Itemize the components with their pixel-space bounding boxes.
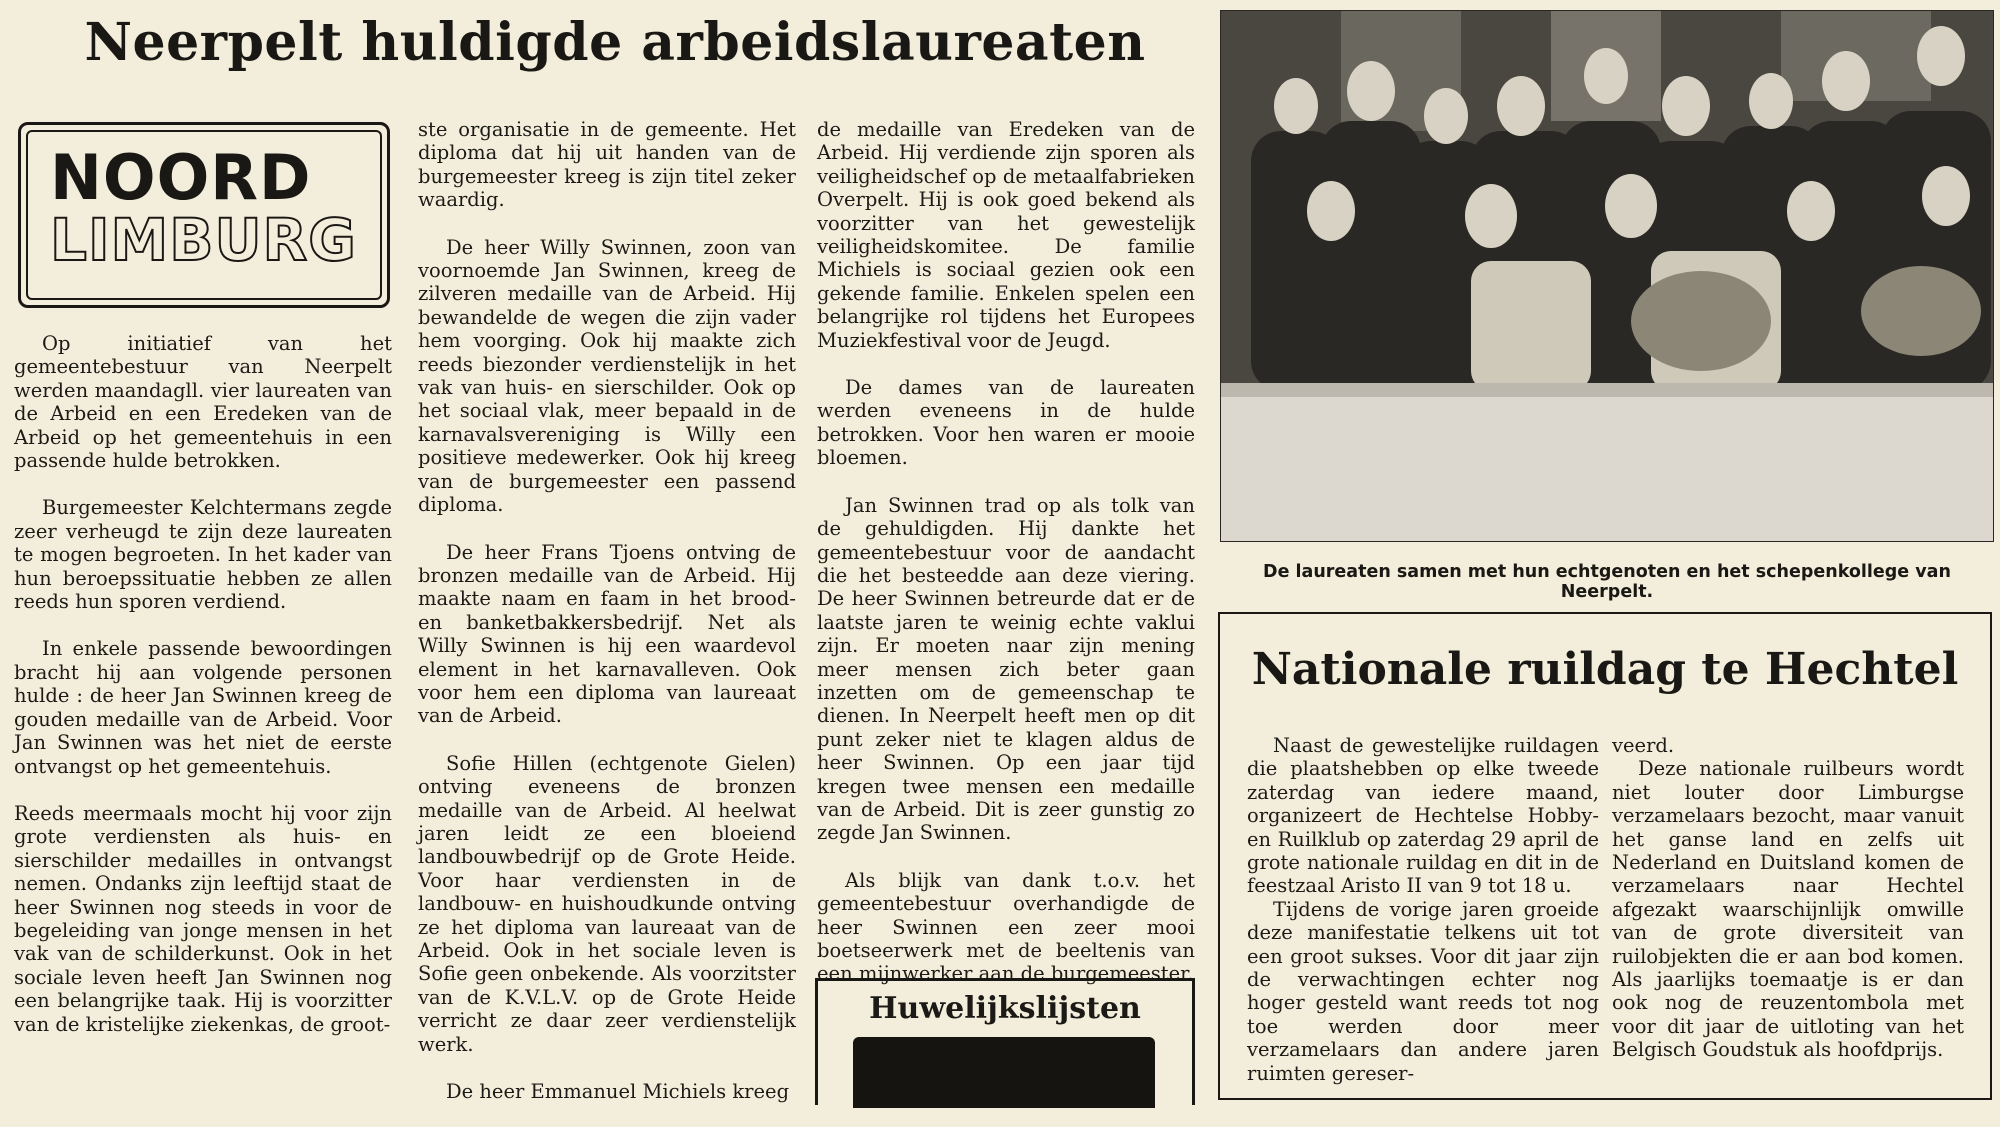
advertisement-title: Huwelijkslijsten [869,991,1141,1026]
paragraph: Op initiatief van het gemeentebestuur van Neerpelt werden maandagll. vier laureaten van de Arbeid en een Eredeken van de Arbeid op het gemeentehuis in een passende hulde betrokken. [14,332,392,473]
group-photo [1220,10,1994,542]
article-column-2 [418,118,796,1127]
paragraph: ste organisatie in de gemeente. Het diploma dat hij uit handen van de burgemeester kreeg is zijn titel zeker waardig. [418,118,796,212]
paragraph: De heer Willy Swinnen, zoon van voornoemde Jan Swinnen, kreeg de zilveren medaille van de Arbeid. Hij bewandelde de wegen die zijn vader hem voorging. Ook hij maakte zich reeds biezonder verdienstelijk in het vak van huis- en sierschilder. Ook op het sociaal vlak, meer bepaald in de karnavalsvereniging is Willy een positieve medewerker. Ook hij kreeg van de burgemeester een passend diploma. [418,235,796,517]
article-2-column-2 [1612,734,1964,1062]
logo-line-1: NOORD [50,141,312,214]
paragraph: Tijdens de vorige jaren groeide deze manifestatie telkens uit tot een groot sukses. Voor dit jaar zijn de verwachtingen echter nog hoger gesteld want reeds tot nog toe werden door meer verzamelaars dan andere jaren ruimten gereser- [1247,897,1599,1085]
advertisement-box [815,978,1195,1105]
paragraph: de medaille van Eredeken van de Arbeid. Hij verdiende zijn sporen als veiligheidschef op de metaalfabrieken Overpelt. Hij is ook goed bekend als voorzitter van het gewestelijk veiligheidskomitee. De familie Michiels is sociaal gezien ook een gekende familie. Enkelen spelen een belangrijke rol tijdens het Europees Muziekfestival voor de Jeugd. [817,118,1195,352]
paragraph: Jan Swinnen trad op als tolk van de gehuldigden. Hij dankte het gemeentebestuur voor de aandacht die het besteedde aan deze viering. De heer Swinnen betreurde dat er de laatste jaren te weinig echte vaklui zijn. Er moeten naar zijn mening meer mensen zich beter gaan inzetten om de gemeenschap te dienen. In Neerpelt heeft men op dit punt zeker niet te klagen aldus de heer Swinnen. Op een jaar tijd kregen twee mensen een medaille van de Arbeid. Dit is zeer gunstig zo zegde Jan Swinnen. [817,493,1195,845]
paragraph: In enkele passende bewoordingen bracht hij aan volgende personen hulde : de heer Jan Swinnen kreeg de gouden medaille van de Arbeid. Voor Jan Swinnen was het niet de eerste ontvangst op het gemeentehuis. [14,637,392,778]
paragraph: Sofie Hillen (echtgenote Gielen) ontving eveneens de bronzen medaille van de Arbeid. Al heelwat jaren leidt ze een bloeiend landbouwbedrijf op de Grote Heide. Voor haar verdiensten in de landbouw- en huishoudkunde ontving ze het diploma van laureaat van de Arbeid. Ook in het sociale leven is Sofie geen onbekende. Als voorzitster van de K.V.L.V. op de Grote Heide verricht ze daar zeer verdienstelijk werk. [418,751,796,1056]
noord-limburg-logo [18,122,390,308]
paragraph: Naast de gewestelijke ruildagen die plaatshebben op elke tweede zaterdag van iedere maand, organizeert de Hechtelse Hobby- en Ruilklub op zaterdag 29 april de grote nationale ruildag en dit in de feestzaal Aristo II van 9 tot 18 u. [1247,734,1599,898]
paragraph: Deze nationale ruilbeurs wordt niet louter door Limburgse verzamelaars bezocht, maar vanuit het ganse land en zelfs uit Nederland en Duitsland komen de verzamelaars naar Hechtel afgezakt waarschijnlijk omwille van de grote diversiteit van ruilobjekten die er aan bod komen. Als jaarlijks toemaatje is er dan ook nog de reuzentombola met voor dit jaar de uitloting van het Belgisch Goudstuk als hoofdprijs. [1612,757,1964,1062]
logo-line-2: LIMBURG [50,206,357,274]
article-2-headline: Nationale ruildag te Hechtel [1251,644,1959,695]
paragraph: De heer Emmanuel Michiels kreeg [446,1080,790,1104]
article-2-column-1 [1247,734,1599,1085]
paragraph: De heer Frans Tjoens ontving de bronzen medaille van de Arbeid. Hij maakte naam en faam in het brood- en banketbakkersbedrijf. Net als Willy Swinnen is hij een waardevol element in het karnavalleven. Ook voor hem een diploma van laureaat van de Arbeid. [418,540,796,728]
article-column-3 [817,118,1195,1010]
paragraph: Reeds meermaals mocht hij voor zijn grote verdiensten als huis- en sierschilder medailles in ontvangst nemen. Ondanks zijn leeftijd staat de heer Swinnen nog steeds in voor de begeleiding van jonge mensen in het vak van de schilderkunst. Ook in het sociale leven heeft Jan Swinnen nog een belangrijke taak. Hij is voorzitter van de kristelijke ziekenkas, de groot- [14,801,392,1036]
photo-caption: De laureaten samen met hun echtgenoten en het schepenkollege van Neerpelt. [1263,562,1951,602]
paragraph: veerd. [1612,734,1675,757]
paragraph: De dames van de laureaten werden eveneens in de hulde betrokken. Voor hen waren er mooie bloemen. [817,376,1195,470]
paragraph: Als blijk van dank t.o.v. het gemeentebestuur overhandigde de heer Swinnen een zeer mooi boetseerwerk met de beeltenis van een mijnwerker aan de burgemeester. [817,868,1195,986]
article-headline: Neerpelt huldigde arbeidslaureaten [84,12,1146,73]
paragraph: Burgemeester Kelchtermans zegde zeer verheugd te zijn deze laureaten te mogen begroeten. In het kader van hun beroepssituatie hebben ze allen reeds hun sporen verdiend. [14,496,392,614]
advertisement-image [853,1037,1155,1108]
article-column-1 [14,332,392,1060]
group-photo-illustration [1221,11,1993,541]
